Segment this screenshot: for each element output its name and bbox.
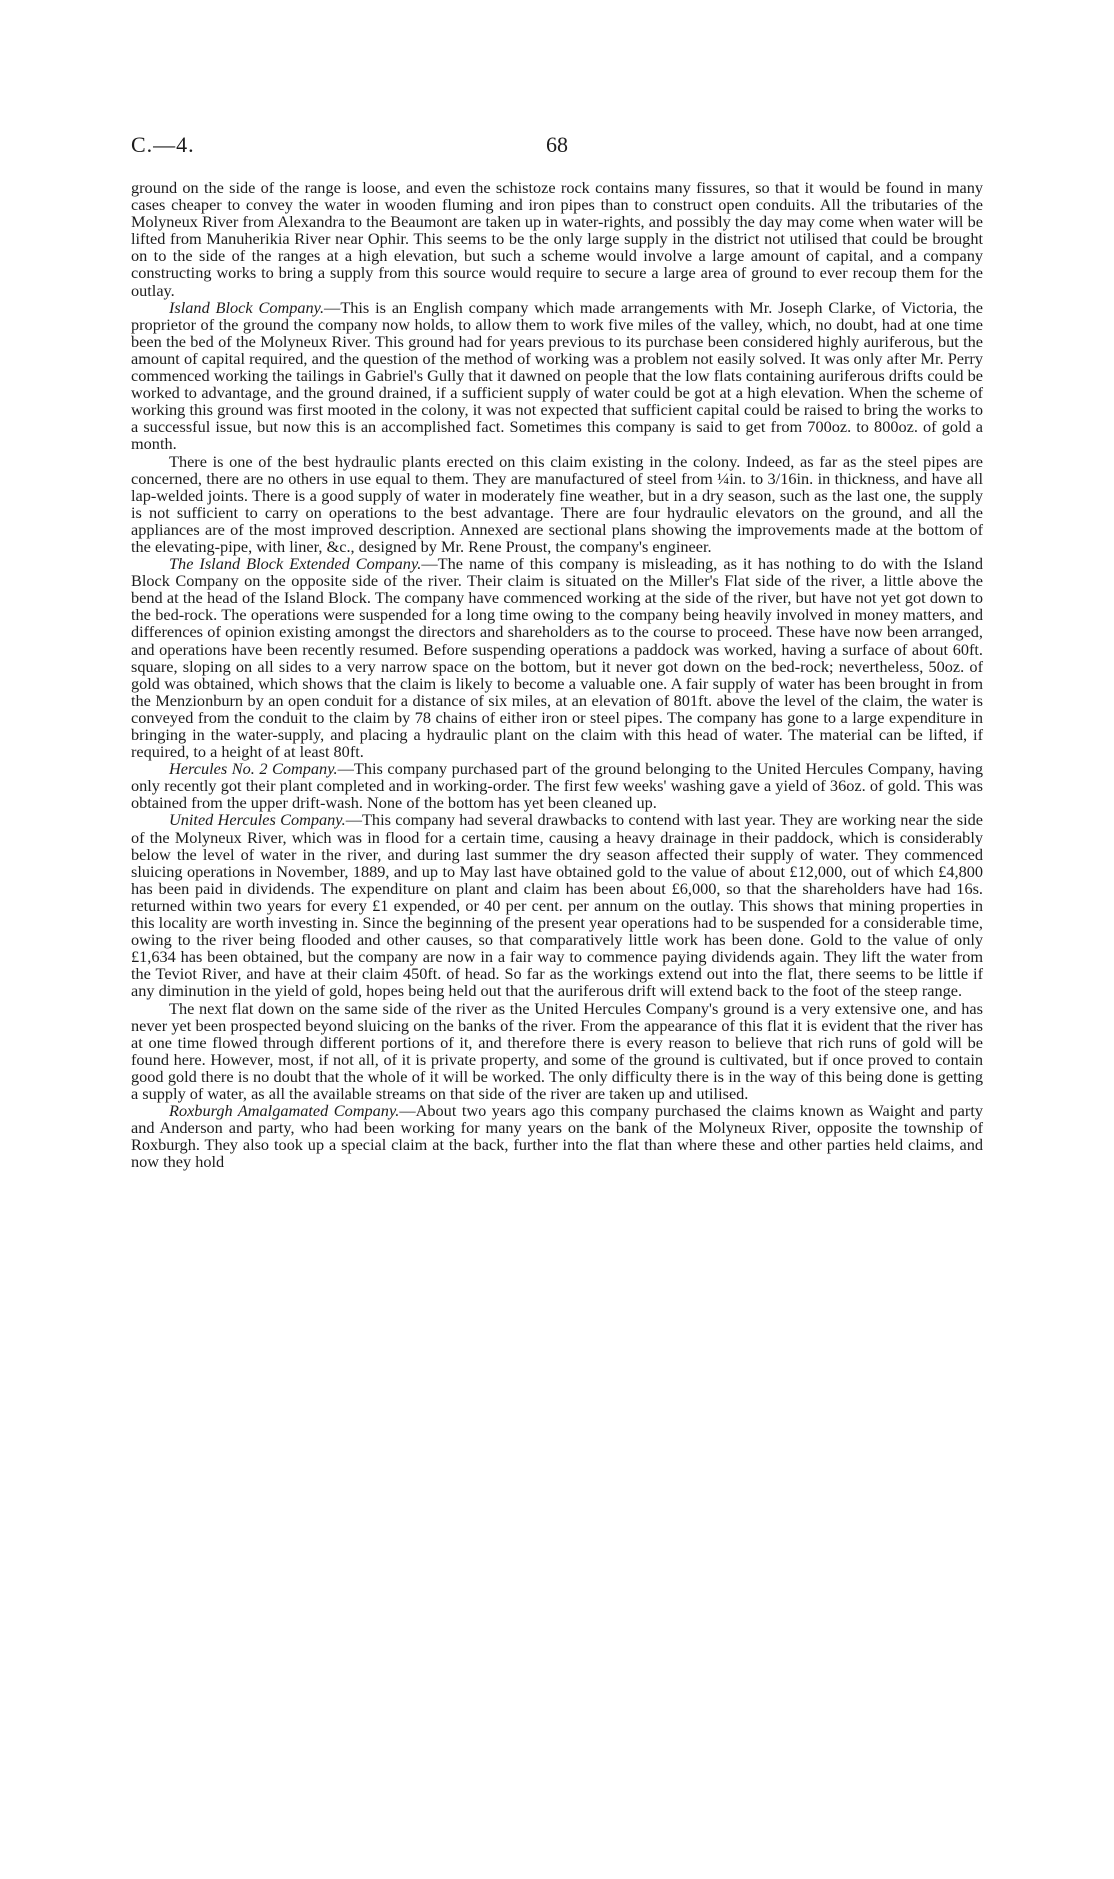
body-text: [131, 179, 983, 1170]
company-heading: The Island Block Extended Company.: [169, 554, 422, 574]
paragraph-hercules-no-2: [131, 760, 983, 811]
paragraph-island-block: [131, 299, 983, 453]
paragraph-text: There is one of the best hydraulic plants erected on this claim existing in the colony. Indeed, as far as the steel pipes are concerned, there are no others in use equal to them. They are manufactured of steel from ¼in. to 3/16in. in thickness, and have all lap-welded joints. There is a good supply of water in moderately fine weather, but in a dry season, such as the last one, the supply is not sufficient to carry on operations to the best advantage. There are four hydraulic elevators on the ground, and all the appliances are of the most improved description. Annexed are sectional plans showing the improvements made at the bottom of the elevating-pipe, with liner, &c., designed by Mr. Rene Proust, the company's engineer.: [131, 451, 983, 556]
paragraph-text: The next flat down on the same side of the river as the United Hercules Company's ground is a very extensive one, and has never yet been prospected beyond sluicing on the banks of the river. From the appearance of this flat it is evident that the river has at one time flowed through different portions of it, and therefore there is every reason to believe that rich runs of gold will be found here. However, most, if not all, of it is private property, and some of the ground is cultivated, but if once proved to contain good gold there is no doubt that the whole of it will be worked. The only difficulty there is in the way of this being done is getting a supply of water, as all the available streams on that side of the river are taken up and utilised.: [131, 998, 983, 1103]
paragraph-hydraulic-plant: [131, 453, 983, 556]
paragraph-next-flat: [131, 1000, 983, 1103]
paragraph-text: —About two years ago this company purchased the claims known as Waight and party and Anderson and party, who had been working for many years on the bank of the Molyneux River, opposite the township of Roxburgh. They also took up a special claim at the back, further into the flat than where these and other parties held claims, and now they hold: [131, 1101, 983, 1172]
paragraph-continuation: [131, 179, 983, 299]
paragraph-text: —This is an English company which made arrangements with Mr. Joseph Clarke, of Victoria, the proprietor of the ground the company now holds, to allow them to work five miles of the valley, which, no doubt, had at one time been the bed of the Molyneux River. This ground had for years previous to its purchase been considered highly auriferous, but the amount of capital required, and the question of the method of working was a problem not easily solved. It was only after Mr. Perry commenced working the tailings in Gabriel's Gully that it dawned on people that the low flats containing auriferous drifts could be worked to advantage, and the ground drained, if a sufficient supply of water could be got at a high elevation. When the scheme of working this ground was first mooted in the colony, it was not expected that sufficient capital could be raised to bring the works to a successful issue, but now this is an accomplished fact. Sometimes this company is said to get from 700oz. to 800oz. of gold a month.: [131, 297, 983, 454]
paragraph-island-block-extended: [131, 555, 983, 760]
paragraph-text: —This company purchased part of the ground belonging to the United Hercules Company, having only recently got their plant completed and in working-order. The first few weeks' washing gave a yield of 36oz. of gold. This was obtained from the upper drift-wash. None of the bottom has yet been cleaned up.: [131, 759, 983, 813]
company-heading: Island Block Company.: [169, 297, 325, 317]
company-heading: Roxburgh Amalgamated Company.: [169, 1101, 400, 1121]
company-heading: United Hercules Company.: [169, 810, 346, 830]
page-number: 68: [546, 132, 568, 157]
paragraph-text: —This company had several drawbacks to contend with last year. They are working near the side of the Molyneux River, which was in flood for a certain time, causing a heavy drainage in their paddock, which is considerably below the level of water in the river, and during last summer the dry season affected their supply of water. They commenced sluicing operations in November, 1889, and up to May last have obtained gold to the value of about £12,000, out of which £4,800 has been paid in dividends. The expenditure on plant and claim has been about £6,000, so that the shareholders have had 16s. returned within two years for every £1 expended, or 40 per cent. per annum on the outlay. This shows that mining properties in this locality are worth investing in. Since the beginning of the present year operations had to be suspended for a considerable time, owing to the river being flooded and other causes, so that comparatively little work has been done. Gold to the value of only £1,634 has been obtained, but the company are now in a fair way to commence paying dividends again. They lift the water from the Teviot River, and have at their claim 450ft. of head. So far as the workings extend out into the flat, there seems to be little if any diminution in the yield of gold, hopes being held out that the auriferous drift will extend back to the foot of the steep range.: [131, 810, 984, 1001]
paragraph-united-hercules: [131, 811, 983, 999]
page-header: [131, 132, 983, 162]
document-reference: C.—4.: [131, 132, 195, 157]
company-heading: Hercules No. 2 Company.: [169, 759, 338, 779]
paragraph-text: —The name of this company is misleading, as it has nothing to do with the Island Block Company on the opposite side of the river. Their claim is situated on the Miller's Flat side of the river, a little above the bend at the head of the Island Block. The company have commenced working at the side of the river, but have not yet got down to the bed-rock. The operations were suspended for a long time owing to the company being heavily involved in money matters, and differences of opinion existing amongst the directors and shareholders as to the course to proceed. These have now been arranged, and operations have been recently resumed. Before suspending operations a paddock was worked, having a surface of about 60ft. square, sloping on all sides to a very narrow space on the bottom, but it never got down on the bed-rock; nevertheless, 50oz. of gold was obtained, which shows that the claim is likely to become a valuable one. A fair supply of water has been brought in from the Menzionburn by an open conduit for a distance of six miles, at an elevation of 801ft. above the level of the claim, the water is conveyed from the conduit to the claim by 78 chains of either iron or steel pipes. The company has gone to a large expenditure in bringing in the water-supply, and placing a hydraulic plant on the claim with this head of water. The material can be lifted, if required, to a height of at least 80ft.: [131, 554, 983, 762]
paragraph-text: ground on the side of the range is loose, and even the schistoze rock contains many fissures, so that it would be found in many cases cheaper to convey the water in wooden fluming and iron pipes than to construct open conduits. All the tributaries of the Molyneux River from Alexandra to the Beaumont are taken up in water-rights, and possibly the day may come when water will be lifted from Manuherikia River near Ophir. This seems to be the only large supply in the district not utilised that could be brought on to the side of the ranges at a high elevation, but such a scheme would involve a large amount of capital, and a company constructing works to bring a supply from this source would require to secure a large area of ground to ever recoup them for the outlay.: [131, 178, 983, 300]
paragraph-roxburgh-amalgamated: [131, 1102, 983, 1170]
